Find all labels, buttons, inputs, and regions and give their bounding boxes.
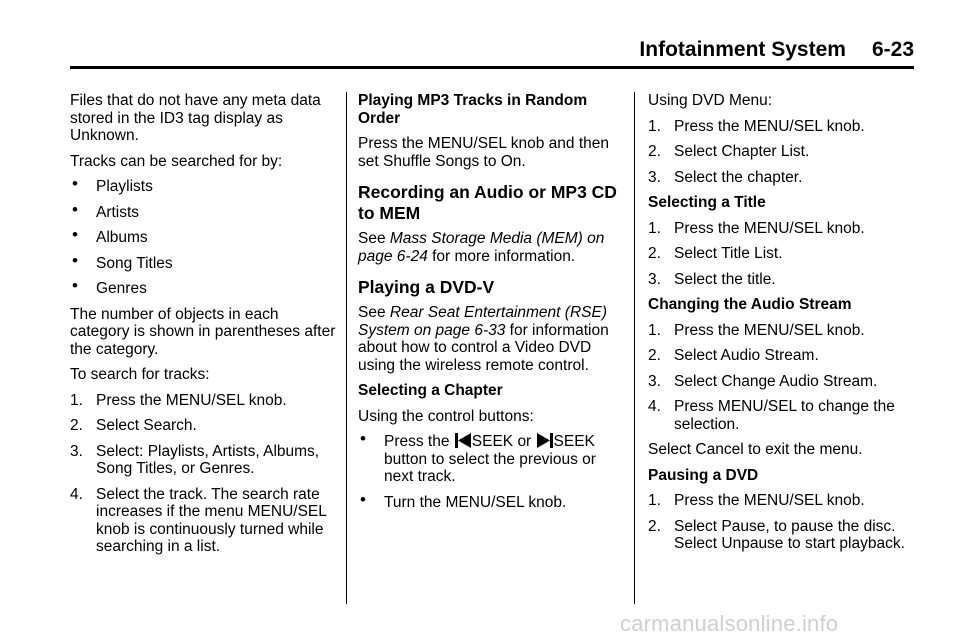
paragraph-to-search: To search for tracks:	[70, 366, 210, 383]
paragraph-see-rse: See Rear Seat Entertainment (RSE) System on page 6‑33 for information about how to control a Video DVD using the wireless remote control.	[358, 304, 609, 374]
step-item: 2. Select Chapter List.	[648, 143, 810, 160]
list-item: • Genres	[72, 276, 147, 297]
heading-recording: Recording an Audio or MP3 CD to MEM	[358, 182, 617, 223]
list-item: • Turn the MENU/SEL knob.	[360, 489, 567, 511]
column-divider-2	[634, 92, 635, 604]
paragraph-cancel: Select Cancel to exit the menu.	[648, 441, 863, 458]
watermark: carmanualsonline.info	[620, 611, 839, 636]
heading-random-order: Playing MP3 Tracks in Random Order	[358, 92, 588, 127]
paragraph-dvd-menu: Using DVD Menu:	[648, 92, 773, 109]
heading-audio-stream: Changing the Audio Stream	[648, 296, 852, 313]
paragraph-unknown-tags: Files that do not have any meta data stored in the ID3 tag display as Unknown.	[70, 92, 321, 144]
paragraph-shuffle: Press the MENU/SEL knob and then set Shuffle Songs to On.	[358, 135, 610, 170]
seek-back-icon	[455, 433, 471, 448]
list-item: • Playlists	[72, 174, 153, 195]
paragraph-control-buttons: Using the control buttons:	[358, 407, 534, 425]
step-item: 2. Select Pause, to pause the disc. Select Unpause to start playback.	[648, 517, 905, 552]
heading-pausing-dvd: Pausing a DVD	[648, 466, 759, 484]
step-item: 2. Select Search.	[70, 417, 197, 434]
step-item: 3. Select Change Audio Stream.	[648, 372, 878, 390]
step-item: 4. Select the track. The search rate increases if the menu MENU/SEL knob is continuously turned while searching in a list.	[70, 485, 327, 555]
list-item: • Press the SEEK or SEEK button to select the previous or next track.	[360, 429, 596, 485]
seek-forward-icon	[537, 433, 553, 448]
step-item: 4. Press MENU/SEL to change the selection.	[648, 398, 895, 433]
step-item: 2. Select Title List.	[648, 245, 783, 262]
column-3	[648, 92, 916, 561]
section-title: Infotainment System	[639, 38, 846, 61]
step-item: 3. Select: Playlists, Artists, Albums, Song Titles, or Genres.	[70, 442, 320, 477]
step-item: 3. Select the title.	[648, 270, 776, 288]
list-item: • Albums	[72, 225, 148, 246]
heading-playing-dvd: Playing a DVD-V	[358, 277, 495, 297]
step-item: 1. Press the MENU/SEL knob.	[70, 391, 287, 409]
column-1	[70, 92, 340, 564]
step-item: 3. Select the chapter.	[648, 168, 803, 186]
paragraph-see-mem: See Mass Storage Media (MEM) on page 6‑24 for more information.	[358, 230, 605, 265]
list-item: • Song Titles	[72, 250, 173, 272]
column-divider-1	[346, 92, 347, 604]
column-2	[358, 92, 626, 519]
step-item: 1. Press the MENU/SEL knob.	[648, 492, 865, 509]
paragraph-objects-count: The number of objects in each category is shown in parentheses after the category.	[70, 305, 336, 358]
heading-selecting-title: Selecting a Title	[648, 194, 766, 211]
page-header	[70, 36, 914, 69]
step-item: 1. Press the MENU/SEL knob.	[648, 117, 865, 135]
heading-selecting-chapter: Selecting a Chapter	[358, 382, 503, 399]
step-item: 2. Select Audio Stream.	[648, 347, 819, 364]
step-item: 1. Press the MENU/SEL knob.	[648, 219, 865, 237]
page-number: 6-23	[871, 38, 914, 61]
step-item: 1. Press the MENU/SEL knob.	[648, 321, 865, 339]
paragraph-search-by: Tracks can be searched for by:	[70, 152, 283, 170]
list-item: • Artists	[72, 199, 140, 221]
header-title	[639, 38, 914, 62]
